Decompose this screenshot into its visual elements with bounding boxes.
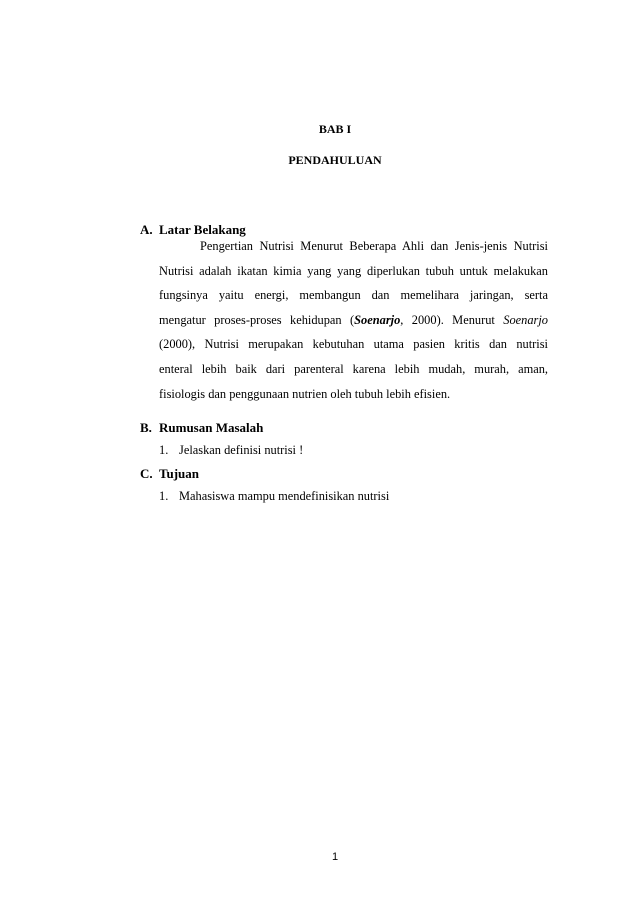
para-line: fungsinya yaitu energi, membangun dan memelihara jaringan, serta: [159, 288, 548, 303]
para-line: (2000), Nutrisi merupakan kebutuhan utama pasien kritis dan nutrisi: [159, 337, 548, 352]
section-a-letter: A.: [140, 222, 153, 237]
list-item: [159, 443, 303, 458]
list-item-number: 1.: [159, 443, 169, 457]
section-b-heading: [140, 420, 263, 436]
chapter-number: BAB I: [318, 122, 352, 136]
section-b-letter: B.: [140, 420, 152, 435]
list-item-text: Jelaskan definisi nutrisi !: [179, 443, 304, 457]
para-text: mengatur proses-proses kehidupan (: [159, 312, 355, 327]
list-item-number: 1.: [159, 489, 169, 503]
list-item: [159, 489, 389, 504]
section-c-title: Tujuan: [159, 466, 199, 481]
citation-author: Soenarjo: [503, 312, 548, 327]
chapter-title: PENDAHULUAN: [288, 153, 382, 167]
citation-author: Soenarjo: [354, 312, 401, 327]
para-line: Pengertian Nutrisi Menurut Beberapa Ahli dan Jenis-jenis Nutrisi: [200, 239, 548, 253]
para-line: [159, 308, 548, 333]
latar-belakang-paragraph: [159, 234, 548, 406]
section-b-title: Rumusan Masalah: [159, 420, 264, 435]
page-number: 1: [331, 851, 339, 863]
section-c-heading: [140, 466, 199, 482]
para-text: , 2000). Menurut: [400, 312, 504, 327]
section-a-title: Latar Belakang: [159, 222, 246, 237]
para-line: fisiologis dan penggunaan nutrien oleh tubuh lebih efisien.: [159, 386, 451, 401]
list-item-text: Mahasiswa mampu mendefinisikan nutrisi: [179, 489, 390, 503]
para-line: Nutrisi adalah ikatan kimia yang yang diperlukan tubuh untuk melakukan: [159, 263, 548, 278]
para-line: enteral lebih baik dari parenteral karena lebih mudah, murah, aman,: [159, 361, 548, 376]
section-c-letter: C.: [140, 466, 153, 481]
